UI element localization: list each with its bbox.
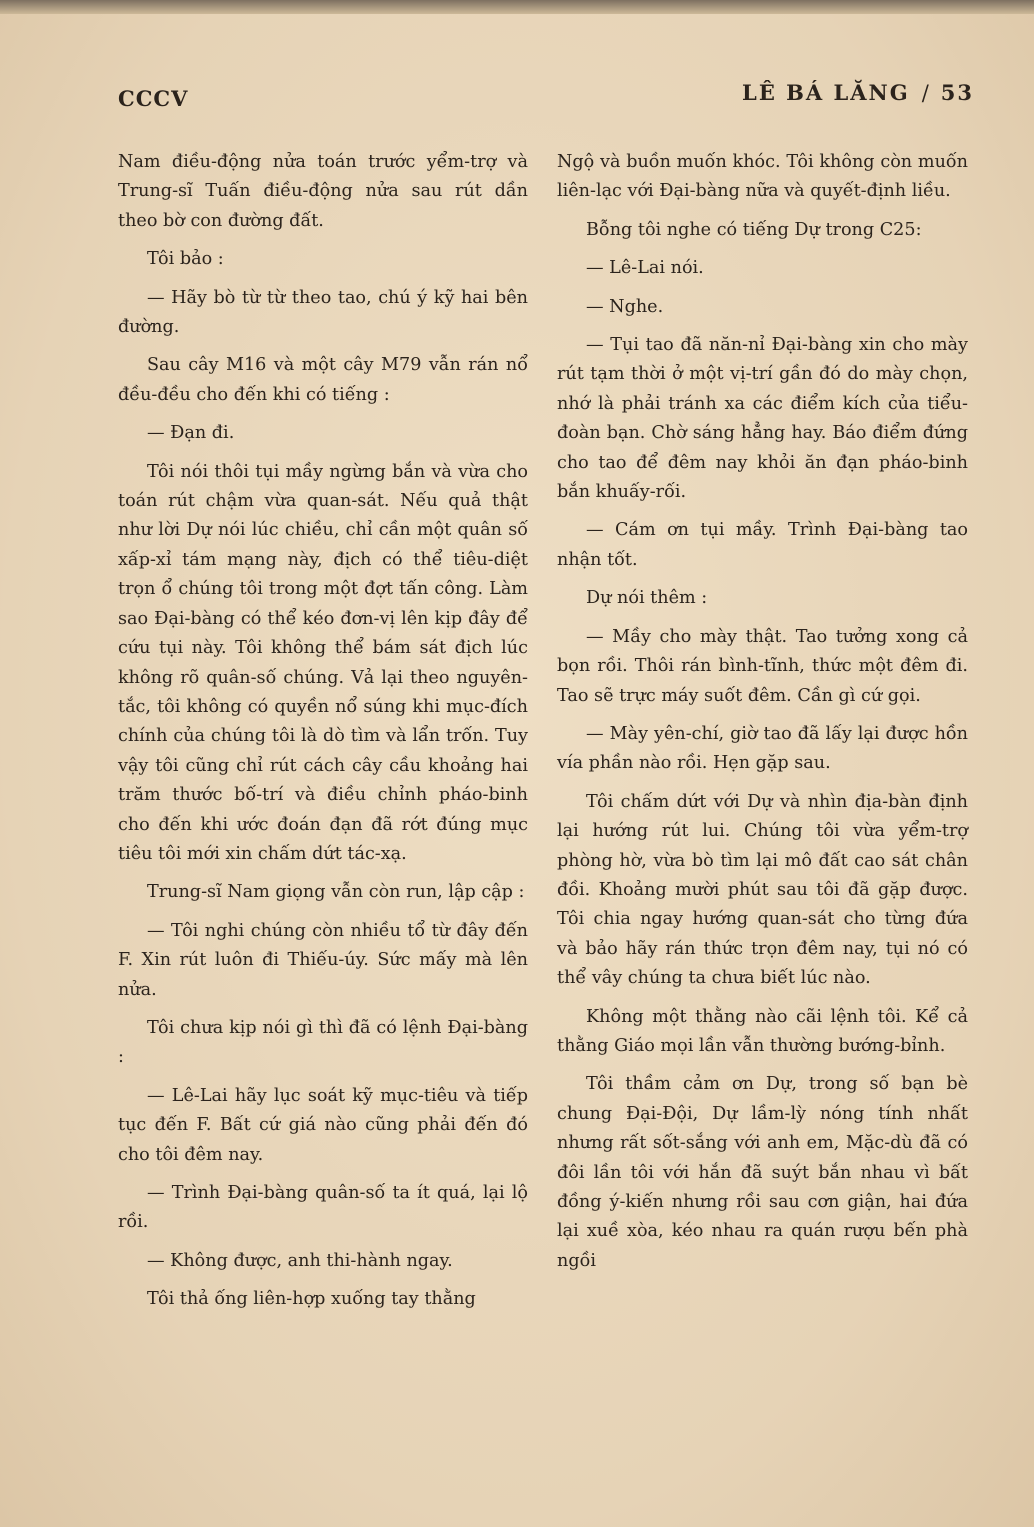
running-header-right — [742, 80, 974, 105]
dialogue-line: — Cám ơn tụi mầy. Trình Đại-bàng tao nhận tốt. — [557, 520, 968, 570]
running-header-left: CCCV — [118, 86, 189, 111]
paragraph: Nam điều-động nửa toán trước yểm-trợ và Trung-sĩ Tuấn điều-động nửa sau rút dần theo bờ con đường đất. — [118, 152, 528, 231]
header-author: LÊ BÁ LĂNG — [742, 80, 910, 105]
paragraph: Ngộ và buồn muốn khóc. Tôi không còn muốn liên-lạc với Đại-bàng nữa và quyết-định liều. — [557, 152, 968, 202]
dialogue-line: — Đạn đi. — [147, 423, 235, 444]
paragraph: Tôi thầm cảm ơn Dự, trong số bạn bè chung Đại-Đội, Dự lầm-lỳ nóng tính nhất nhưng rất sốt-sắng với anh em, Mặc-dù đã có đôi lần tôi với hắn đã suýt bắn nhau vì bất đồng ý-kiến nhưng rồi sau cơn giận, hai đứa lại xuề xòa, kéo nhau ra quán rượu bến phà ngồi — [557, 1074, 968, 1271]
dialogue-line: — Mày yên-chí, giờ tao đã lấy lại được hồn vía phần nào rồi. Hẹn gặp sau. — [557, 723, 968, 774]
left-column — [118, 148, 528, 1324]
paragraph: Dự nói thêm : — [586, 588, 708, 609]
page-top-edge — [0, 0, 1034, 14]
dialogue-line: — Lê-Lai hãy lục soát kỹ mục-tiêu và tiếp tục đến F. Bất cứ giá nào cũng phải đến đó cho tôi đêm nay. — [118, 1085, 528, 1165]
page-number: 53 — [940, 80, 974, 105]
paragraph: Tôi bảo : — [147, 249, 224, 270]
dialogue-line: — Tôi nghi chúng còn nhiều tổ từ đây đến F. Xin rút luôn đi Thiếu-úy. Sức mấy mà lên nửa. — [118, 920, 528, 1000]
dialogue-line: — Hãy bò từ từ theo tao, chú ý kỹ hai bên đường. — [118, 287, 528, 338]
dialogue-line: — Mầy cho mày thật. Tao tưởng xong cả bọn rồi. Thôi rán bình-tĩnh, thức một đêm đi. Tao sẽ trực máy suốt đêm. Cần gì cứ gọi. — [557, 626, 968, 706]
dialogue-line: — Lê-Lai nói. — [586, 258, 704, 279]
paragraph: Bỗng tôi nghe có tiếng Dự trong C25: — [586, 219, 922, 240]
paragraph: Tôi chấm dứt với Dự và nhìn địa-bàn định lại hướng rút lui. Chúng tôi vừa yểm-trợ phòng hờ, vừa bò tìm lại mô đất cao sát chân đồi. Khoảng mười phút sau tôi đã gặp được. Tôi chia ngay hướng quan-sát cho từng đứa và bảo hãy rán thức trọn đêm nay, tụi nó có thể vây chúng ta chưa biết lúc nào. — [557, 791, 968, 989]
dialogue-line: — Trình Đại-bàng quân-số ta ít quá, lại lộ rồi. — [118, 1183, 528, 1233]
paragraph: Sau cây M16 và một cây M79 vẫn rán nổ đều-đều cho đến khi có tiếng : — [118, 355, 528, 405]
paragraph: Tôi nói thôi tụi mầy ngừng bắn và vừa cho toán rút chậm vừa quan-sát. Nếu quả thật như lời Dự nói lúc chiều, chỉ cần một quân số xấp-xỉ tám mạng này, địch có thể tiêu-diệt trọn ổ chúng tôi trong một đợt tấn công. Làm sao Đại-bàng có thể kéo đơn-vị lên kịp đây để cứu tụi này. Tôi không thể bám sát địch lúc không rõ quân-số chúng. Vả lại theo nguyên-tắc, tôi không có quyền nổ súng khi mục-đích chính của chúng tôi là dò tìm và lẩn trốn. Tuy vậy tôi cũng chỉ rút cách cây cầu khoảng hai trăm thước bố-trí và điều chỉnh pháo-binh cho đến khi ước đoán đạn đã rớt đúng mục tiêu tôi mới xin chấm dứt tác-xạ. — [118, 461, 528, 864]
paragraph: Tôi chưa kịp nói gì thì đã có lệnh Đại-bàng : — [118, 1017, 528, 1068]
paragraph: Tôi thả ống liên-hợp xuống tay thằng — [147, 1289, 476, 1310]
dialogue-line: — Tụi tao đã năn-nỉ Đại-bàng xin cho mày rút tạm thời ở một vị-trí gần đó do mày chọn, nhớ là phải tránh xa các điểm kích của tiểu-đoàn bạn. Chờ sáng hẳng hay. Báo điểm đứng cho tao để đêm nay khỏi ăn đạn pháo-binh bắn khuấy-rối. — [557, 335, 968, 503]
dialogue-line: — Nghe. — [586, 296, 664, 317]
dialogue-line: — Không được, anh thi-hành ngay. — [147, 1250, 453, 1271]
paragraph: Không một thằng nào cãi lệnh tôi. Kể cả thằng Giáo mọi lần vẫn thường bướng-bỉnh. — [557, 1006, 968, 1056]
right-column — [557, 148, 968, 1285]
header-separator: / — [921, 81, 931, 105]
paragraph: Trung-sĩ Nam giọng vẫn còn run, lập cập : — [147, 882, 525, 903]
